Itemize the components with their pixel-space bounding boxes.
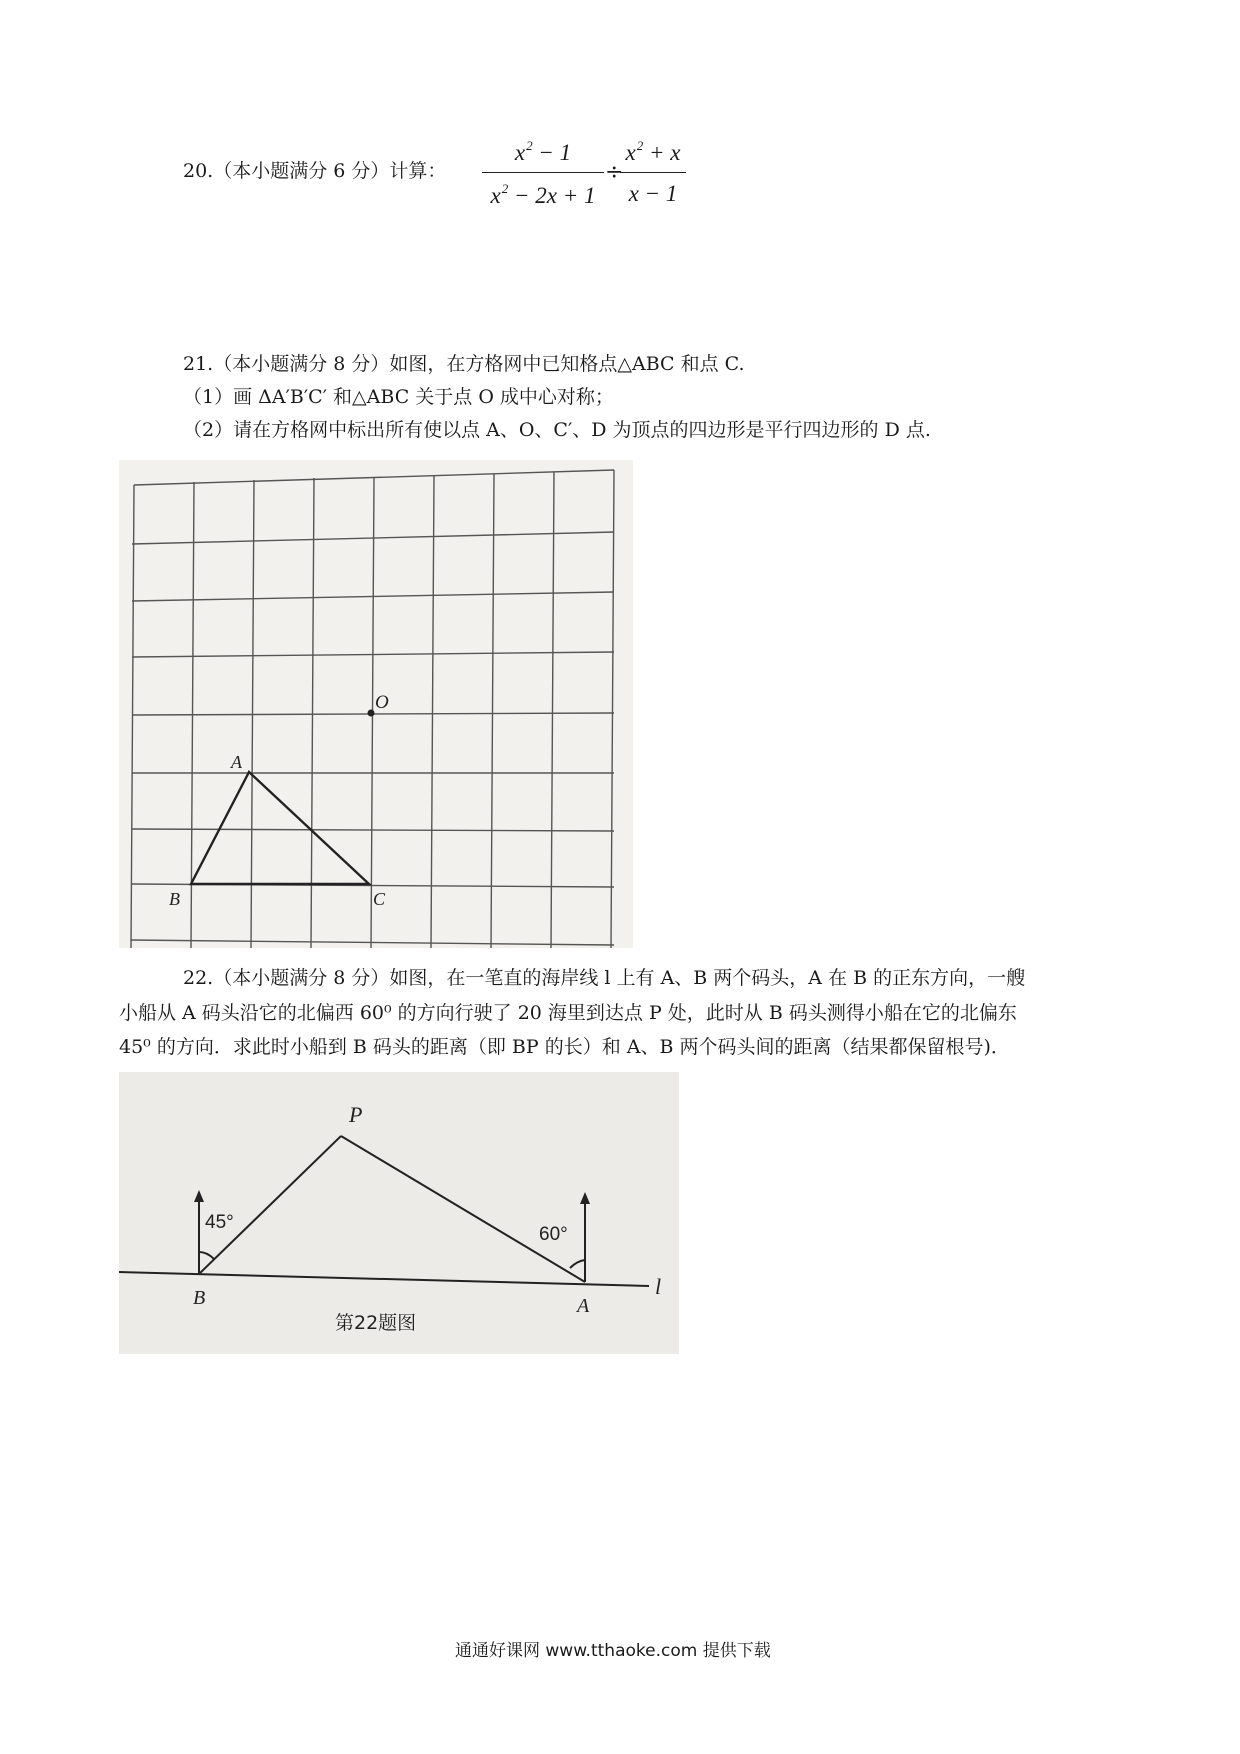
label-p: P	[349, 1102, 363, 1127]
grid-lines	[131, 470, 614, 948]
angle-arc-a	[570, 1260, 585, 1268]
label-b: B	[169, 889, 180, 909]
point-o	[368, 710, 375, 717]
problem-22-line-3: 45⁰ 的方向．求此时小船到 B 码头的距离（即 BP 的长）和 A、B 两个码头间的距离（结果都保留根号)．	[119, 1036, 1010, 1058]
fraction-2-bar	[620, 172, 686, 173]
triangle-abc	[191, 772, 369, 884]
division-sign: ÷	[605, 160, 624, 185]
angle-label-45: 45°	[205, 1212, 234, 1233]
segment-bp	[199, 1136, 341, 1274]
grid-figure-photo	[119, 460, 633, 948]
angle-arc-b	[199, 1252, 214, 1259]
fraction-2	[620, 138, 686, 216]
coastline-figure-photo	[119, 1072, 679, 1354]
problem-21-line-1: 21.（本小题满分 8 分）如图，在方格网中已知格点△ABC 和点 C.	[183, 353, 745, 375]
arrow-head-a	[580, 1192, 590, 1204]
label-a: A	[231, 752, 242, 772]
label-b: B	[193, 1287, 206, 1309]
fraction-2-numerator: $x^2 + x$	[625, 138, 681, 165]
label-a: A	[577, 1295, 590, 1317]
fraction-2-denominator: x − 1	[628, 181, 678, 206]
angle-label-60: 60°	[539, 1224, 568, 1245]
label-o: O	[375, 692, 389, 713]
problem-21-line-3: （2）请在方格网中标出所有使以点 A、O、C′、D 为顶点的四边形是平行四边形的 D 点.	[183, 419, 931, 441]
fraction-1	[482, 138, 604, 216]
fraction-1-numerator: $x^2 - 1$	[514, 138, 572, 165]
page-footer: 通通好课网 www.tthaoke.com 提供下载	[455, 1641, 771, 1661]
problem-21-line-2: （1）画 ΔA′B′C′ 和△ABC 关于点 O 成中心对称；	[183, 386, 614, 408]
problem-22-line-1: 22.（本小题满分 8 分）如图，在一笔直的海岸线 l 上有 A、B 两个码头，A 在 B 的正东方向，一艘	[183, 967, 1026, 989]
label-c: C	[373, 889, 386, 909]
arrow-head-b	[194, 1190, 204, 1202]
coastline-l	[119, 1272, 649, 1286]
problem-20-text: 20.（本小题满分 6 分）计算：	[183, 160, 447, 182]
coastline-figure	[119, 1072, 679, 1354]
fraction-1-bar	[482, 172, 604, 173]
figure-caption: 第22题图	[335, 1312, 417, 1334]
label-l: l	[655, 1274, 662, 1299]
segment-pa	[341, 1136, 585, 1282]
problem-22-line-2: 小船从 A 码头沿它的北偏西 60⁰ 的方向行驶了 20 海里到达点 P 处，此时从 B 码头测得小船在它的北偏东	[119, 1002, 1017, 1024]
grid-figure	[119, 460, 633, 948]
fraction-1-denominator: $x^2 - 2x + 1$	[490, 181, 596, 208]
